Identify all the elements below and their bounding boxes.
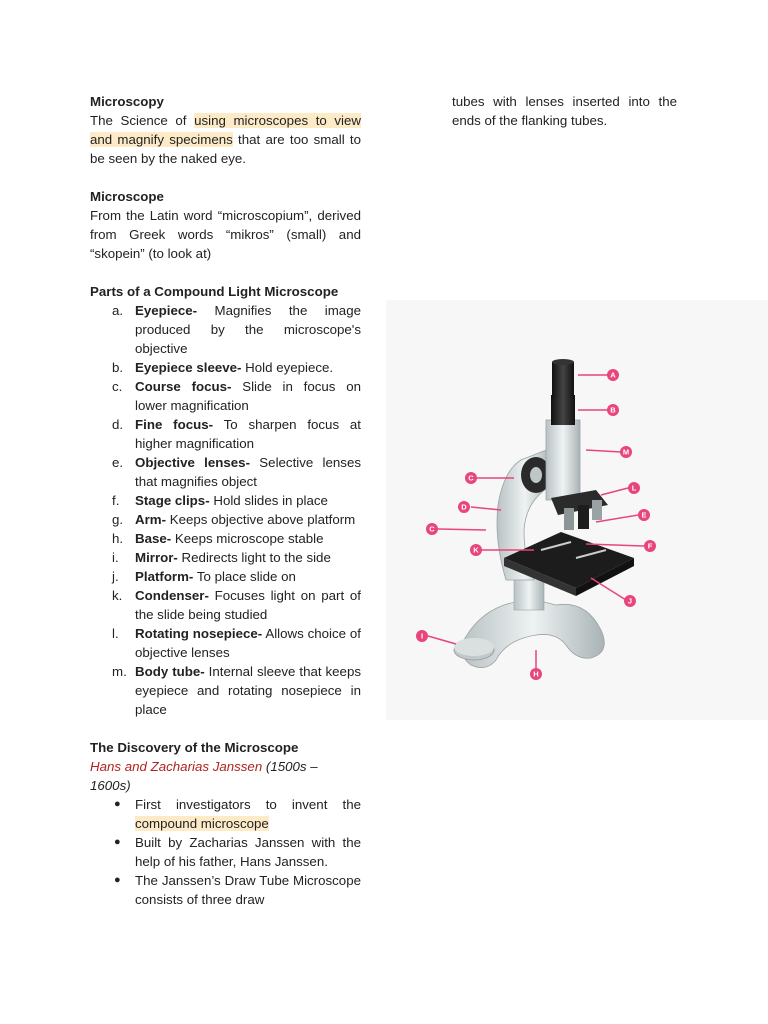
part-description: To place slide on xyxy=(193,569,296,584)
section-heading-microscope: Microscope xyxy=(90,189,164,204)
section-heading-discovery: The Discovery of the Microscope xyxy=(90,740,299,755)
left-column xyxy=(90,92,361,909)
bullet-item xyxy=(90,795,361,833)
part-term: Base- xyxy=(135,531,172,546)
list-marker: g. xyxy=(112,512,124,527)
part-description: Focuses light on part of the slide being studied xyxy=(135,588,361,622)
list-marker: i. xyxy=(112,550,119,565)
part-item xyxy=(90,624,361,662)
part-item xyxy=(90,662,361,719)
part-description: To sharpen focus at higher magnification xyxy=(135,417,361,451)
discovery-continued: tubes with lenses inserted into the ends of the flanking tubes. xyxy=(452,94,677,128)
part-term: Fine focus- xyxy=(135,417,214,432)
bullet-item xyxy=(90,871,361,909)
inventors-name: Hans and Zacharias Janssen xyxy=(90,759,263,774)
microscopy-definition xyxy=(90,111,361,168)
bullet-highlight: compound microscope xyxy=(135,816,269,831)
label-letter: F xyxy=(647,541,653,551)
part-term: Course focus- xyxy=(135,379,232,394)
part-description: Selective lenses that magnifies object xyxy=(135,455,361,489)
part-description: Internal sleeve that keeps eyepiece and rotating nosepiece in place xyxy=(135,664,361,717)
label-letter: J xyxy=(627,596,633,606)
part-item xyxy=(90,491,361,510)
list-marker: e. xyxy=(112,455,124,470)
list-marker: b. xyxy=(112,360,124,375)
part-description: Hold slides in place xyxy=(209,493,328,508)
part-description: Magnifies the image produced by the microscope's objective xyxy=(135,303,361,356)
label-letter: A xyxy=(610,370,616,380)
list-marker: f. xyxy=(112,493,120,508)
part-description: Slide in focus on lower magnification xyxy=(135,379,361,413)
section-heading-microscopy: Microscopy xyxy=(90,94,164,109)
part-description: Keeps microscope stable xyxy=(171,531,324,546)
eyepiece-sleeve xyxy=(551,395,575,425)
bullet-dot: ● xyxy=(114,798,121,810)
label-letter: I xyxy=(420,631,424,641)
part-description: Keeps objective above platform xyxy=(166,512,356,527)
part-description: Redirects light to the side xyxy=(177,550,331,565)
part-description: Allows choice of objective lenses xyxy=(135,626,361,660)
bullet-text: The Janssen’s Draw Tube Microscope consists of three draw xyxy=(135,873,361,907)
part-item xyxy=(90,586,361,624)
microscope-illustration xyxy=(386,300,768,720)
label-letter: B xyxy=(610,405,616,415)
label-letter: L xyxy=(631,483,637,493)
list-marker: m. xyxy=(112,664,127,679)
label-letter: C xyxy=(429,524,435,534)
part-term: Platform- xyxy=(135,569,194,584)
part-item xyxy=(90,377,361,415)
part-term: Arm- xyxy=(135,512,167,527)
label-letter: C xyxy=(468,473,474,483)
list-marker: c. xyxy=(112,379,123,394)
bullet-text: Built by Zacharias Janssen with the help of his father, Hans Janssen. xyxy=(135,835,361,869)
list-marker: h. xyxy=(112,531,124,546)
eyepiece xyxy=(552,362,574,398)
part-term: Condenser- xyxy=(135,588,209,603)
part-term: Eyepiece- xyxy=(135,303,198,318)
label-letter: H xyxy=(533,669,539,679)
part-item xyxy=(90,529,361,548)
microscope-diagram xyxy=(386,300,768,720)
list-marker: j. xyxy=(112,569,119,584)
part-term: Eyepiece sleeve- xyxy=(135,360,242,375)
mirror-face xyxy=(454,638,494,656)
bullet-dot: ● xyxy=(114,836,121,848)
label-letter: E xyxy=(641,510,647,520)
body-tube xyxy=(546,420,580,500)
inventors-period: (1500s – 1600s) xyxy=(90,759,318,793)
list-marker: a. xyxy=(112,303,124,318)
part-term: Stage clips- xyxy=(135,493,210,508)
highlighted-phrase: using microscopes to view and magnify specimens xyxy=(90,113,361,147)
list-marker: k. xyxy=(112,588,123,603)
part-item xyxy=(90,415,361,453)
part-item xyxy=(90,510,361,529)
list-marker: l. xyxy=(112,626,119,641)
label-letter: M xyxy=(622,447,630,457)
section-heading-parts: Parts of a Compound Light Microscope xyxy=(90,284,339,299)
list-marker: d. xyxy=(112,417,124,432)
bullet-dot: ● xyxy=(114,874,121,886)
parts-list xyxy=(90,301,361,719)
objective-lens-2 xyxy=(578,505,589,529)
part-term: Body tube- xyxy=(135,664,205,679)
part-term: Rotating nosepiece- xyxy=(135,626,263,641)
eyepiece-top xyxy=(552,359,574,365)
right-column xyxy=(452,92,677,130)
bullet-item xyxy=(90,833,361,871)
objective-lens-1 xyxy=(564,508,574,530)
part-term: Objective lenses- xyxy=(135,455,250,470)
part-item xyxy=(90,453,361,491)
discovery-bullets xyxy=(90,795,361,909)
part-item xyxy=(90,358,361,377)
inventors-line xyxy=(90,757,361,795)
definition-text-end: that are too small to be seen by the naked eye. xyxy=(90,132,361,166)
bullet-text: First investigators to invent the xyxy=(135,797,361,812)
part-item xyxy=(90,567,361,586)
microscope-etymology: From the Latin word “microscopium”, derived from Greek words “mikros” (small) and “skopein” (to look at) xyxy=(90,208,361,261)
part-term: Mirror- xyxy=(135,550,178,565)
objective-lens-3 xyxy=(592,500,602,520)
part-item xyxy=(90,548,361,567)
part-item xyxy=(90,301,361,358)
definition-text-start: The Science of xyxy=(90,113,195,128)
label-letter: D xyxy=(461,502,467,512)
part-description: Hold eyepiece. xyxy=(241,360,334,375)
knob-cap xyxy=(530,467,542,483)
label-letter: K xyxy=(473,545,479,555)
